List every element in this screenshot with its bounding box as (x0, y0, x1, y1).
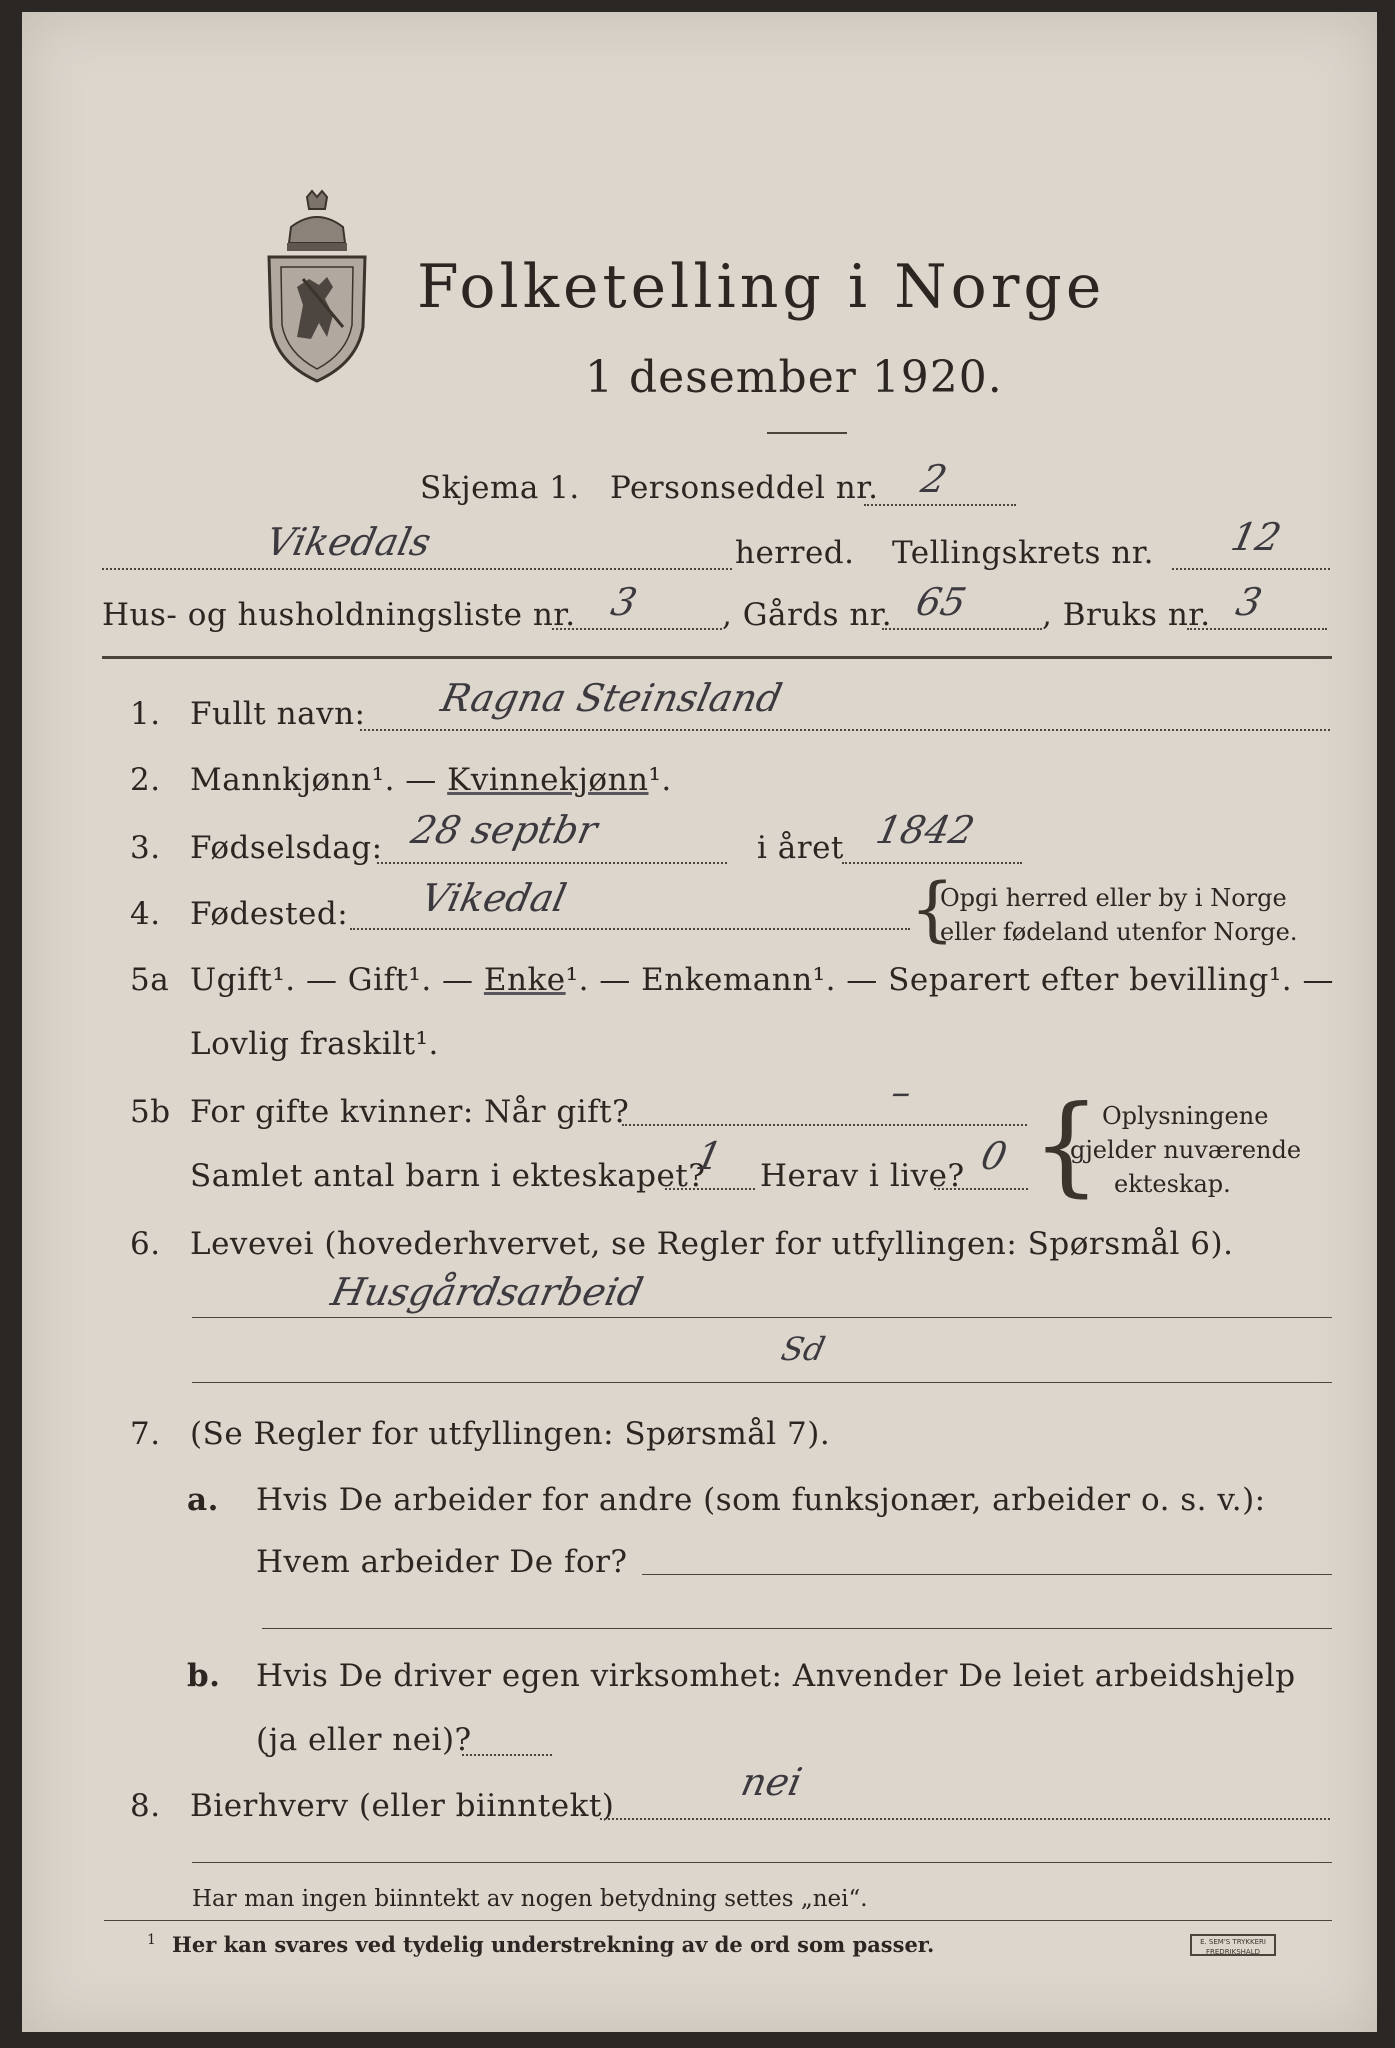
q5b-note-line2: gjelder nuværende (1070, 1136, 1302, 1164)
side-income-field[interactable]: nei (737, 1760, 806, 1804)
q6-line1 (192, 1317, 1332, 1318)
q3-label: Fødselsdag: (190, 830, 383, 866)
husholdningsliste-line (552, 628, 722, 630)
husholdningsliste-field[interactable]: 3 (607, 580, 641, 624)
bruks-label: , Bruks nr. (1042, 597, 1211, 633)
q7b-answer-line[interactable] (462, 1754, 552, 1756)
q7b-line1: Hvis De driver egen virksomhet: Anvender De leiet arbeidshjelp (256, 1658, 1296, 1694)
birth-year-field[interactable]: 1842 (872, 808, 979, 852)
herred-label: herred. (735, 535, 855, 571)
year-label: i året (757, 830, 844, 866)
q4-line (350, 928, 910, 930)
q7b-line2: (ja eller nei)? (256, 1722, 472, 1758)
personseddel-number-field[interactable]: 2 (917, 457, 951, 501)
skjema-label: Skjema 1. (420, 470, 580, 506)
children-line (665, 1188, 755, 1190)
footnote-number: 1 (147, 1932, 156, 1948)
q8-number: 8. (130, 1788, 161, 1824)
q1-line (360, 729, 1330, 731)
marital-fraskilt-option[interactable]: Lovlig fraskilt¹. (190, 1026, 439, 1062)
year-line (842, 862, 1022, 864)
q7a-line1: Hvis De arbeider for andre (som funksjonær, arbeider o. s. v.): (256, 1482, 1266, 1518)
q4-note-line2: eller fødeland utenfor Norge. (940, 918, 1298, 946)
census-date: 1 desember 1920. (585, 352, 1003, 403)
marital-ugift-gift-options[interactable]: Ugift¹. — Gift¹. — (190, 962, 484, 998)
personseddel-line (864, 504, 1016, 506)
children-alive-field[interactable]: 0 (977, 1134, 1011, 1178)
q4-note-line1: Opgi herred eller by i Norge (940, 884, 1287, 912)
q7-number: 7. (130, 1416, 161, 1452)
alive-label: Herav i live? (760, 1158, 965, 1194)
q4-number: 4. (130, 896, 161, 932)
tellingskrets-field[interactable]: 12 (1227, 515, 1286, 559)
q5b-note-line1: Oplysningene (1102, 1102, 1269, 1130)
q4-label: Fødested: (190, 896, 349, 932)
q4-brace: { (910, 868, 955, 950)
q5a-number: 5a (130, 962, 170, 998)
q7a-answer-line2[interactable] (262, 1628, 1332, 1629)
gards-label: , Gårds nr. (722, 597, 893, 633)
children-label: Samlet antal barn i ekteskapet? (190, 1158, 706, 1194)
header-rule (102, 656, 1332, 659)
norway-coat-of-arms-icon (257, 187, 377, 391)
personseddel-label: Personseddel nr. (610, 470, 879, 506)
q1-label: Fullt navn: (190, 696, 366, 732)
bruks-line (1187, 628, 1327, 630)
gender-options (190, 762, 672, 798)
gards-field[interactable]: 65 (912, 580, 971, 624)
q3-line (377, 862, 727, 864)
marital-other-options[interactable]: ¹. — Enkemann¹. — Separert efter bevilling¹. — (565, 962, 1334, 998)
title-divider (767, 432, 847, 434)
footer-note: Har man ingen biinntekt av nogen betydning settes „nei“. (192, 1886, 868, 1912)
gender-female-option[interactable]: Kvinnekjønn (447, 762, 649, 798)
bruks-field[interactable]: 3 (1232, 580, 1266, 624)
q5b-brace: { (1032, 1083, 1101, 1208)
q6-number: 6. (130, 1226, 161, 1262)
q7a-answer-line[interactable] (642, 1574, 1332, 1575)
gender-footnote-mark: ¹. (648, 762, 672, 798)
gards-line (882, 628, 1042, 630)
husholdningsliste-label: Hus- og husholdningsliste nr. (102, 597, 576, 633)
q7b-number: b. (187, 1658, 221, 1694)
gender-male-option[interactable]: Mannkjønn¹. — (190, 762, 448, 798)
birthday-field[interactable]: 28 septbr (407, 808, 602, 852)
occupation-code-mark: Sd (777, 1330, 829, 1368)
full-name-field[interactable]: Ragna Steinsland (437, 676, 786, 720)
q7-label: (Se Regler for utfyllingen: Spørsmål 7). (190, 1416, 831, 1452)
q6-line2 (192, 1382, 1332, 1383)
tellingskrets-line (1172, 568, 1330, 570)
q7a-number: a. (187, 1482, 219, 1518)
printer-stamp (1190, 1934, 1276, 1956)
q5b-note-line3: ekteskap. (1114, 1170, 1231, 1198)
q5b-married-line (622, 1124, 1027, 1126)
census-form-sheet (22, 12, 1377, 2032)
q8-label: Bierhverv (eller biinntekt) (190, 1788, 615, 1824)
alive-line (934, 1188, 1028, 1190)
tellingskrets-label: Tellingskrets nr. (892, 535, 1154, 571)
footnote-text: Her kan svares ved tydelig understrekning av de ord som passer. (172, 1932, 935, 1957)
marital-enke-option[interactable]: Enke (483, 962, 566, 998)
q8-line2 (192, 1862, 1332, 1863)
footer-rule (104, 1920, 1332, 1921)
q5b-number: 5b (130, 1094, 171, 1130)
q2-number: 2. (130, 762, 161, 798)
q3-number: 3. (130, 830, 161, 866)
herred-field[interactable]: Vikedals (262, 520, 435, 564)
marital-status-options (190, 962, 1334, 998)
occupation-field[interactable]: Husgårdsarbeid (327, 1270, 647, 1314)
form-title: Folketelling i Norge (417, 252, 1106, 322)
q8-line (600, 1818, 1330, 1820)
herred-line (102, 568, 732, 570)
q7a-line2: Hvem arbeider De for? (256, 1544, 628, 1580)
printer-stamp-line1: E. SEM'S TRYKKERI (1200, 1938, 1266, 1946)
children-count-field[interactable]: 1 (692, 1134, 726, 1178)
married-when-field[interactable]: – (887, 1070, 916, 1114)
q5b-label: For gifte kvinner: Når gift? (190, 1094, 630, 1130)
q1-number: 1. (130, 696, 161, 732)
printer-stamp-line2: FREDRIKSHALD (1205, 1948, 1260, 1956)
birthplace-field[interactable]: Vikedal (417, 876, 571, 920)
q6-label: Levevei (hovederhvervet, se Regler for utfyllingen: Spørsmål 6). (190, 1226, 1234, 1262)
